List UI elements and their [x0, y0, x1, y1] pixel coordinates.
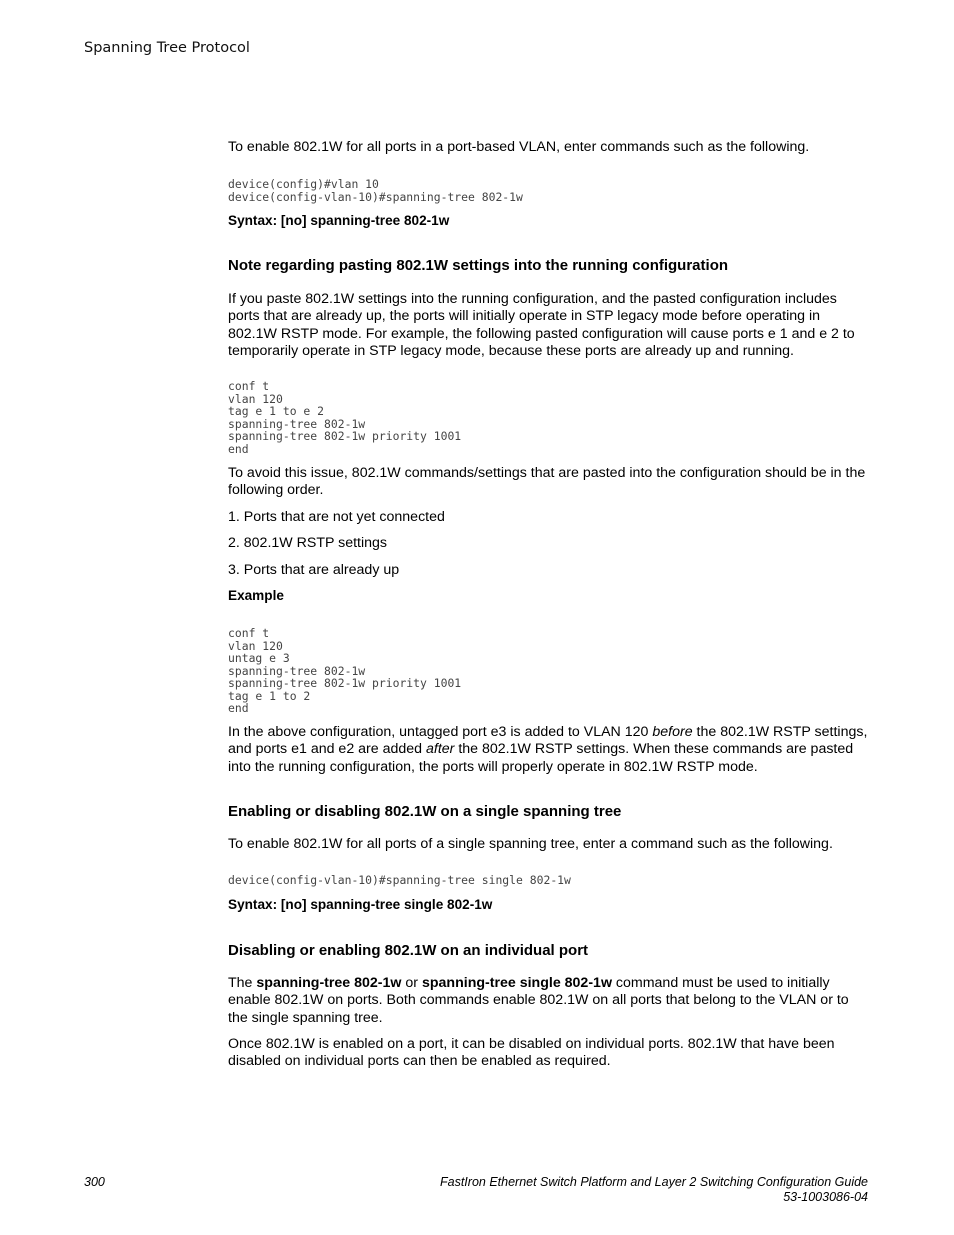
note-paragraph-1: If you paste 802.1W settings into the running configuration, and the pasted configuration includes ports that are already up, the ports will initially operate in STP legacy mode before operating in 802.1W RSTP mode. For example, the following pasted configuration will cause ports e 1 and e 2 to temporarily operate in STP legacy mode, because these ports are already up and running.	[228, 291, 855, 359]
order-list-item: 2. 802.1W RSTP settings	[228, 535, 388, 551]
example-label: Example	[228, 588, 284, 603]
note-paragraph-3: In the above configuration, untagged port e3 is added to VLAN 120 before the 802.1W RSTP settings, and ports e1 and e2 are added after the 802.1W RSTP settings. When these commands are pasted into the running configuration, the ports will properly operate in 802.1W RSTP mode.	[228, 724, 868, 775]
order-list-item: 1. Ports that are not yet connected	[228, 509, 445, 525]
page-number: 300	[84, 1175, 105, 1189]
guide-title: FastIron Ethernet Switch Platform and Layer 2 Switching Configuration Guide	[440, 1175, 868, 1189]
single-tree-heading: Enabling or disabling 802.1W on a single spanning tree	[228, 803, 622, 820]
single-tree-paragraph: To enable 802.1W for all ports of a single spanning tree, enter a command such as the following.	[228, 836, 833, 852]
note-heading: Note regarding pasting 802.1W settings into the running configuration	[228, 257, 729, 274]
individual-port-heading: Disabling or enabling 802.1W on an individual port	[228, 942, 589, 959]
individual-port-paragraph-2: Once 802.1W is enabled on a port, it can be disabled on individual ports. 802.1W that have been disabled on individual ports can then be enabled as required.	[228, 1036, 835, 1070]
intro-syntax: Syntax: [no] spanning-tree 802-1w	[228, 213, 450, 228]
single-tree-syntax: Syntax: [no] spanning-tree single 802-1w	[228, 897, 493, 912]
note-code-block-1: conf t vlan 120 tag e 1 to e 2 spanning-tree 802-1w spanning-tree 802-1w priority 1001 end	[228, 379, 462, 456]
individual-port-paragraph-1: The spanning-tree 802-1w or spanning-tree single 802-1w command must be used to initially enable 802.1W on ports. Both commands enable 802.1W on all ports that belong to the VLAN or to the single spanning tree.	[228, 975, 849, 1026]
intro-code-block: device(config)#vlan 10 device(config-vlan-10)#spanning-tree 802-1w	[228, 177, 523, 204]
footer-title-block	[440, 1175, 868, 1205]
doc-number: 53-1003086-04	[783, 1190, 868, 1204]
order-list-item: 3. Ports that are already up	[228, 562, 400, 578]
intro-paragraph: To enable 802.1W for all ports in a port-based VLAN, enter commands such as the following.	[228, 139, 810, 155]
running-header: Spanning Tree Protocol	[84, 40, 250, 56]
single-tree-code-block: device(config-vlan-10)#spanning-tree single 802-1w	[228, 873, 571, 887]
note-code-block-2: conf t vlan 120 untag e 3 spanning-tree 802-1w spanning-tree 802-1w priority 1001 tag e 1 to 2 end	[228, 626, 462, 715]
note-paragraph-2: To avoid this issue, 802.1W commands/settings that are pasted into the configuration should be in the following order.	[228, 465, 866, 499]
